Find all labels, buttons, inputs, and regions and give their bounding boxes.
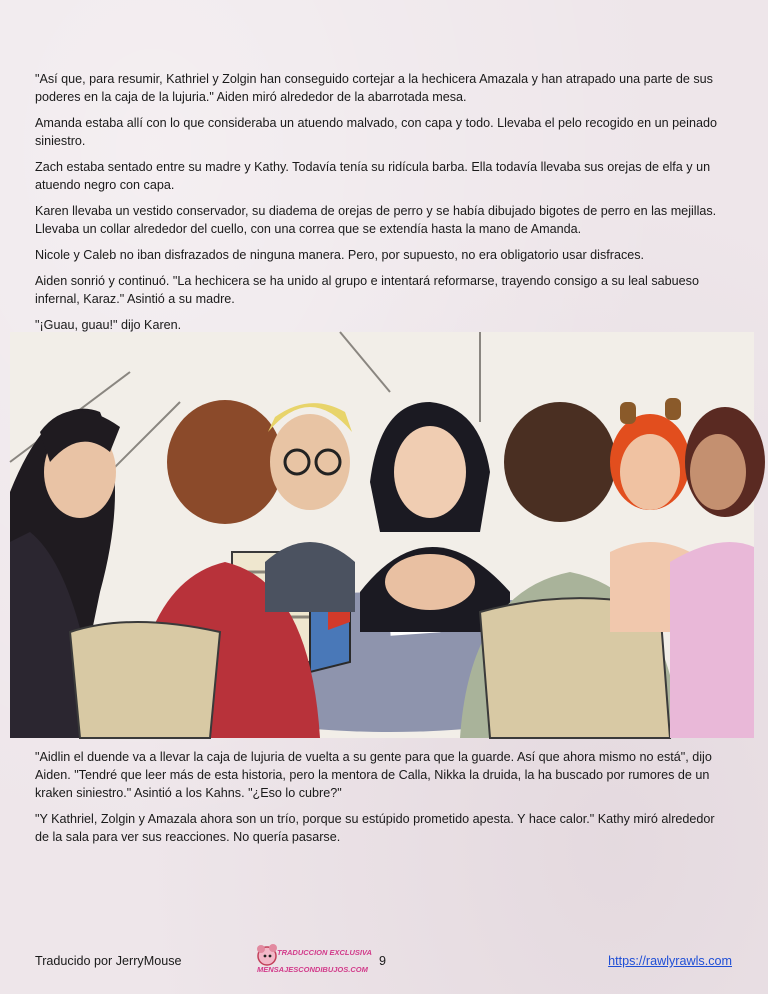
page-number: 9 (379, 954, 387, 968)
paragraph: "Así que, para resumir, Kathriel y Zolgin han conseguido cortejar a la hechicera Amazala y han atrapado una parte de sus poderes en la caja de la lujuria." Aiden miró alrededor de la abarrotada mesa. (35, 72, 713, 104)
paragraph: Aiden sonrió y continuó. "La hechicera se ha unido al grupo e intentará reformarse, trayendo consigo a su leal sabueso infernal, Karaz." Asintió a su madre. (35, 274, 699, 306)
website-link[interactable]: https://rawlyrawls.com (608, 954, 732, 968)
translation-logo (255, 942, 372, 978)
mouse-mascot-icon (255, 942, 372, 978)
paragraph: Amanda estaba allí con lo que consideraba un atuendo malvado, con capa y todo. Llevaba el pelo recogido en un peinado siniestro. (35, 116, 717, 148)
paragraph: Nicole y Caleb no iban disfrazados de ninguna manera. Pero, por supuesto, no era obligatorio usar disfraces. (35, 248, 645, 262)
paragraph: Zach estaba sentado entre su madre y Kathy. Todavía tenía su ridícula barba. Ella todavía llevaba sus orejas de elfa y un atuendo negro con capa. (35, 160, 711, 192)
paragraph: "¡Guau, guau!" dijo Karen. (35, 318, 182, 332)
paragraph: "Y Kathriel, Zolgin y Amazala ahora son un trío, porque su estúpido prometido apesta. Y hace calor." Kathy miró alrededor de la sala para ver sus reacciones. No quería pasarse. (35, 812, 715, 844)
logo-text-bottom: MENSAJESCONDIBUJOS.COM (257, 965, 368, 974)
translator-credit: Traducido por JerryMouse (35, 954, 182, 968)
comic-illustration (10, 332, 754, 738)
story-text-top (35, 70, 725, 342)
logo-text-top: TRADUCCION EXCLUSIVA (277, 948, 372, 957)
paragraph: "Aidlin el duende va a llevar la caja de lujuria de vuelta a su gente para que la guarde. Así que ahora mismo no está", dijo Aiden. "Tendré que leer más de esta historia, pero la mentora de Calla, Nikka la druida, la ha buscado por rumores de un kraken siniestro." Asintió a los Kahns. "¿Eso lo cubre?" (35, 750, 712, 800)
paragraph: Karen llevaba un vestido conservador, su diadema de orejas de perro y se había dibujado bigotes de perro en las mejillas. Llevaba un collar alrededor del cuello, con una correa que se extendía hasta la mano de Amanda. (35, 204, 717, 236)
page-footer (0, 948, 768, 974)
story-text-bottom (35, 748, 725, 854)
